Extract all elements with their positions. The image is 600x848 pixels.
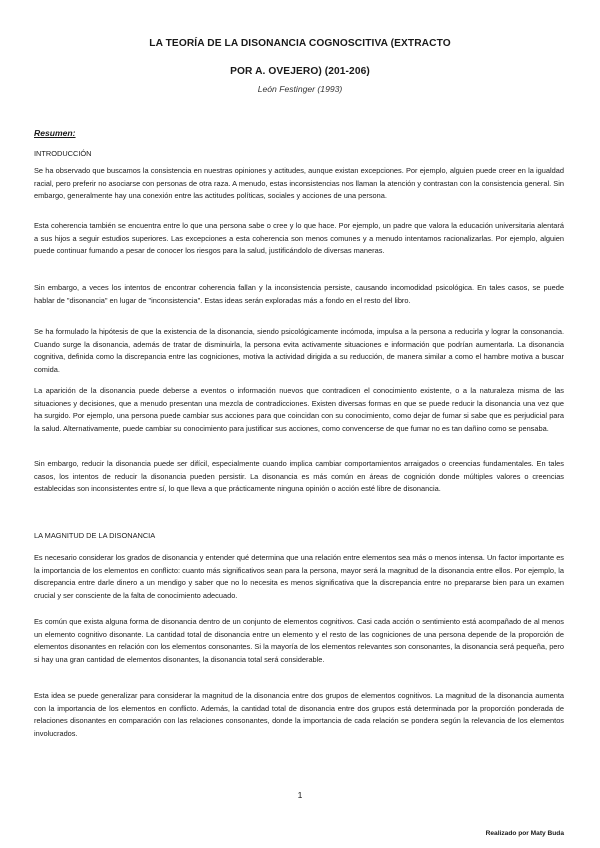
paragraph: Se ha observado que buscamos la consistencia en nuestras opiniones y actitudes, aunque existan excepciones. Por ejemplo, alguien puede creer en la igualdad racial, pero preferir no asociarse con personas de otra raza. A menudo, estas inconsistencias nos llaman la atención y contrastan con la consistencia general. Sin embargo, generalmente hay una conexión entre las actitudes políticas, sociales y acciones de una persona. [34, 166, 564, 201]
paragraph: Es necesario considerar los grados de disonancia y entender qué determina que una relación entre elementos sea más o menos intensa. Un factor importante es la importancia de los elementos en conflicto: cuanto más significativos sean para la persona, mayor será la magnitud de la disonancia entre ellos. Por ejemplo, la discrepancia entre darle dinero a un mendigo y saber que no lo necesita es menos significativa que la discrepancia entre no prepararse bien para un examen crucial y ser consciente de la falta de conocimiento adecuado. [34, 553, 564, 600]
document-title-line-1: LA TEORÍA DE LA DISONANCIA COGNOSCITIVA (EXTRACTO [149, 38, 451, 49]
paragraph: Es común que exista alguna forma de disonancia dentro de un conjunto de elementos cognitivos. Casi cada acción o sentimiento está acompañado de al menos un elemento cognitivo disonante. La cantidad total de disonancia entre un elemento y el resto de las cogniciones de una persona depende de la proporción de elementos disonantes en relación con los elementos consonantes. Si la mayoría de los elementos relevantes son consonantes, la disonancia será pequeña, pero si hay una gran cantidad de elementos disonantes, la disonancia total será considerable. [34, 617, 564, 664]
section-heading-introduccion: INTRODUCCIÓN [34, 149, 92, 158]
footer-credit: Realizado por Maty Buda [485, 830, 564, 837]
paragraph: Sin embargo, reducir la disonancia puede ser difícil, especialmente cuando implica cambiar comportamientos arraigados o creencias fundamentales. En tales casos, los intentos de reducir la disonancia pueden persistir. La disonancia es más común en áreas de cognición donde múltiples valores o creencias establecidas son inconsistentes entre sí, lo que lleva a que prácticamente ninguna opinión o acción esté libre de disonancia. [34, 459, 564, 494]
paragraph: Se ha formulado la hipótesis de que la existencia de la disonancia, siendo psicológicamente incómoda, impulsa a la persona a reducirla y lograr la consonancia. Cuando surge la disonancia, además de tratar de disminuirla, la persona evita activamente situaciones e información que podrían aumentarla. La disonancia cognitiva, definida como la discrepancia entre las cogniciones, motiva la actividad dirigida a su reducción, de manera similar a como el hambre motiva a buscar comida. [34, 327, 564, 374]
summary-heading: Resumen: [34, 128, 76, 138]
page-number: 1 [297, 790, 303, 800]
paragraph: Sin embargo, a veces los intentos de encontrar coherencia fallan y la inconsistencia persiste, causando incomodidad psicológica. En tales casos, se puede hablar de "disonancia" en lugar de "inconsistencia". Estas ideas serán exploradas más a fondo en el resto del libro. [34, 283, 564, 305]
document-title-line-2: POR A. OVEJERO) (201-206) [230, 66, 370, 77]
paragraph: La aparición de la disonancia puede deberse a eventos o información nuevos que contradicen el conocimiento existente, o a la naturaleza misma de las situaciones y decisiones, que a menudo presentan una mezcla de contradicciones. Existen diversas formas en que se puede reducir la disonancia una vez que ha surgido. Por ejemplo, una persona puede cambiar sus acciones para que coincidan con su conocimiento, como dejar de fumar si sabe que es perjudicial para la salud. Alternativamente, puede cambiar su conocimiento para justificar sus acciones, como convencerse de que fumar no es tan dañino como se pensaba. [34, 386, 564, 433]
paragraph: Esta idea se puede generalizar para considerar la magnitud de la disonancia entre dos grupos de elementos cognitivos. La magnitud de la disonancia aumenta con la importancia de los elementos en conflicto. Además, la cantidad total de disonancia entre dos grupos está determinada por la proporción ponderada de relaciones disonantes en comparación con las relaciones consonantes, donde la importancia de cada relación se pondera según la relevancia de los elementos involucrados. [34, 691, 564, 738]
paragraph: Esta coherencia también se encuentra entre lo que una persona sabe o cree y lo que hace. Por ejemplo, un padre que valora la educación universitaria alentará a sus hijos a seguir estudios superiores. Las excepciones a esta coherencia son menos comunes y a menudo intentamos racionalizarlas. Por ejemplo, alguien puede continuar fumando a pesar de conocer los riesgos para la salud, justificándolo de diversas maneras. [34, 221, 564, 256]
section-heading-magnitud: LA MAGNITUD DE LA DISONANCIA [34, 531, 156, 540]
document-author: León Festinger (1993) [257, 84, 343, 94]
